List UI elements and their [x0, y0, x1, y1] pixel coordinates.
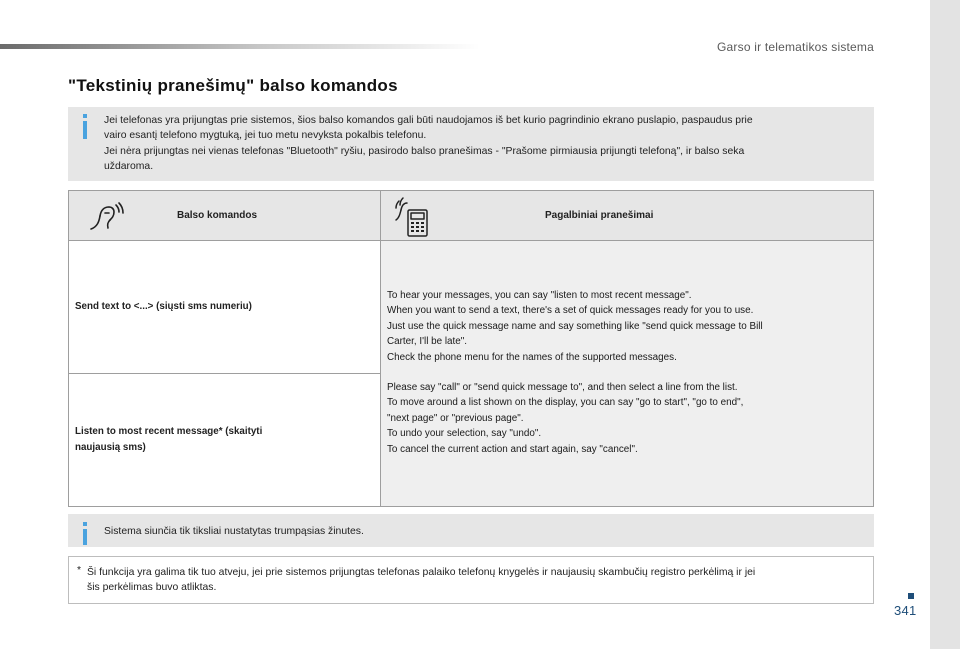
command-send-text: Send text to <...> (siųsti sms numeriu) — [75, 301, 252, 312]
footnote-text — [87, 565, 861, 595]
help-line: To hear your messages, you can say "listen to most recent message". — [387, 290, 692, 301]
help-line: To cancel the current action and start again, say "cancel". — [387, 443, 638, 455]
command-cell — [69, 374, 381, 506]
help-line: Carter, I'll be late". — [387, 336, 468, 348]
page-title: "Tekstinių pranešimų" balso komandos — [68, 76, 398, 95]
help-messages-icon — [393, 196, 429, 238]
command-line: naujausią sms) — [75, 441, 146, 453]
header-gradient-bar — [0, 44, 480, 49]
info-line: Jei telefonas yra prijungtas prie sistemos, šios balso komandos gali būti naudojamos iš bet kurio pagrindinio ekrano puslapio, paspaudus prie — [104, 115, 753, 126]
help-messages-cell — [381, 241, 873, 506]
help-paragraph — [387, 288, 853, 365]
help-paragraph — [387, 380, 853, 457]
help-line: "next page" or "previous page". — [387, 412, 524, 424]
table-header-commands-label: Balso komandos — [177, 210, 258, 221]
voice-command-icon — [87, 199, 125, 233]
footnote-box — [68, 556, 874, 604]
info-icon — [83, 114, 87, 118]
info-icon-bar — [83, 529, 87, 545]
info-text — [104, 113, 860, 175]
info-icon — [83, 522, 87, 526]
page-number: 341 — [894, 603, 917, 618]
section-title: Garso ir telematikos sistema — [717, 40, 874, 54]
help-line: Please say "call" or "send quick message to", and then select a line from the list. — [387, 382, 738, 393]
footnote-marker: * — [77, 565, 82, 576]
info-box-bottom — [68, 514, 874, 547]
voice-commands-table — [68, 190, 874, 507]
help-line: Check the phone menu for the names of the supported messages. — [387, 351, 677, 363]
info-line: vairo esantį telefono mygtuką, jei tuo metu nevyksta pokalbis telefonu. — [104, 130, 427, 142]
info-icon-bar — [83, 121, 87, 139]
footnote-line: šis perkėlimas buvo atliktas. — [87, 582, 217, 594]
help-line: Just use the quick message name and say something like "send quick message to Bill — [387, 320, 763, 332]
help-line: To undo your selection, say "undo". — [387, 428, 542, 440]
info-box-top — [68, 107, 874, 181]
info-line: uždaroma. — [104, 161, 154, 173]
table-header-commands — [69, 191, 381, 241]
page-marker — [908, 593, 914, 599]
table-header-help-label: Pagalbiniai pranešimai — [545, 210, 654, 221]
footnote-line: Ši funkcija yra galima tik tuo atveju, jei prie sistemos prijungtas telefonas palaiko telefonų knygelės ir naujausių skambučių registro perkėlimą ir jei — [87, 567, 756, 578]
command-cell — [69, 241, 381, 374]
command-line: Listen to most recent message* (skaityti — [75, 426, 263, 437]
command-listen-recent — [75, 424, 335, 455]
page-edge-strip — [930, 0, 960, 649]
help-line: To move around a list shown on the display, you can say "go to start", "go to end", — [387, 397, 744, 409]
info-line: Jei nėra prijungtas nei vienas telefonas "Bluetooth" ryšiu, pasirodo balso pranešimas - "Prašome pirmiausia prijungti telefoną", ir balso seka — [104, 145, 745, 157]
help-line: When you want to send a text, there's a set of quick messages ready for you to use. — [387, 305, 754, 317]
info-text: Sistema siunčia tik tiksliai nustatytas trumpąsias žinutes. — [104, 526, 364, 537]
table-header-help — [381, 191, 873, 241]
